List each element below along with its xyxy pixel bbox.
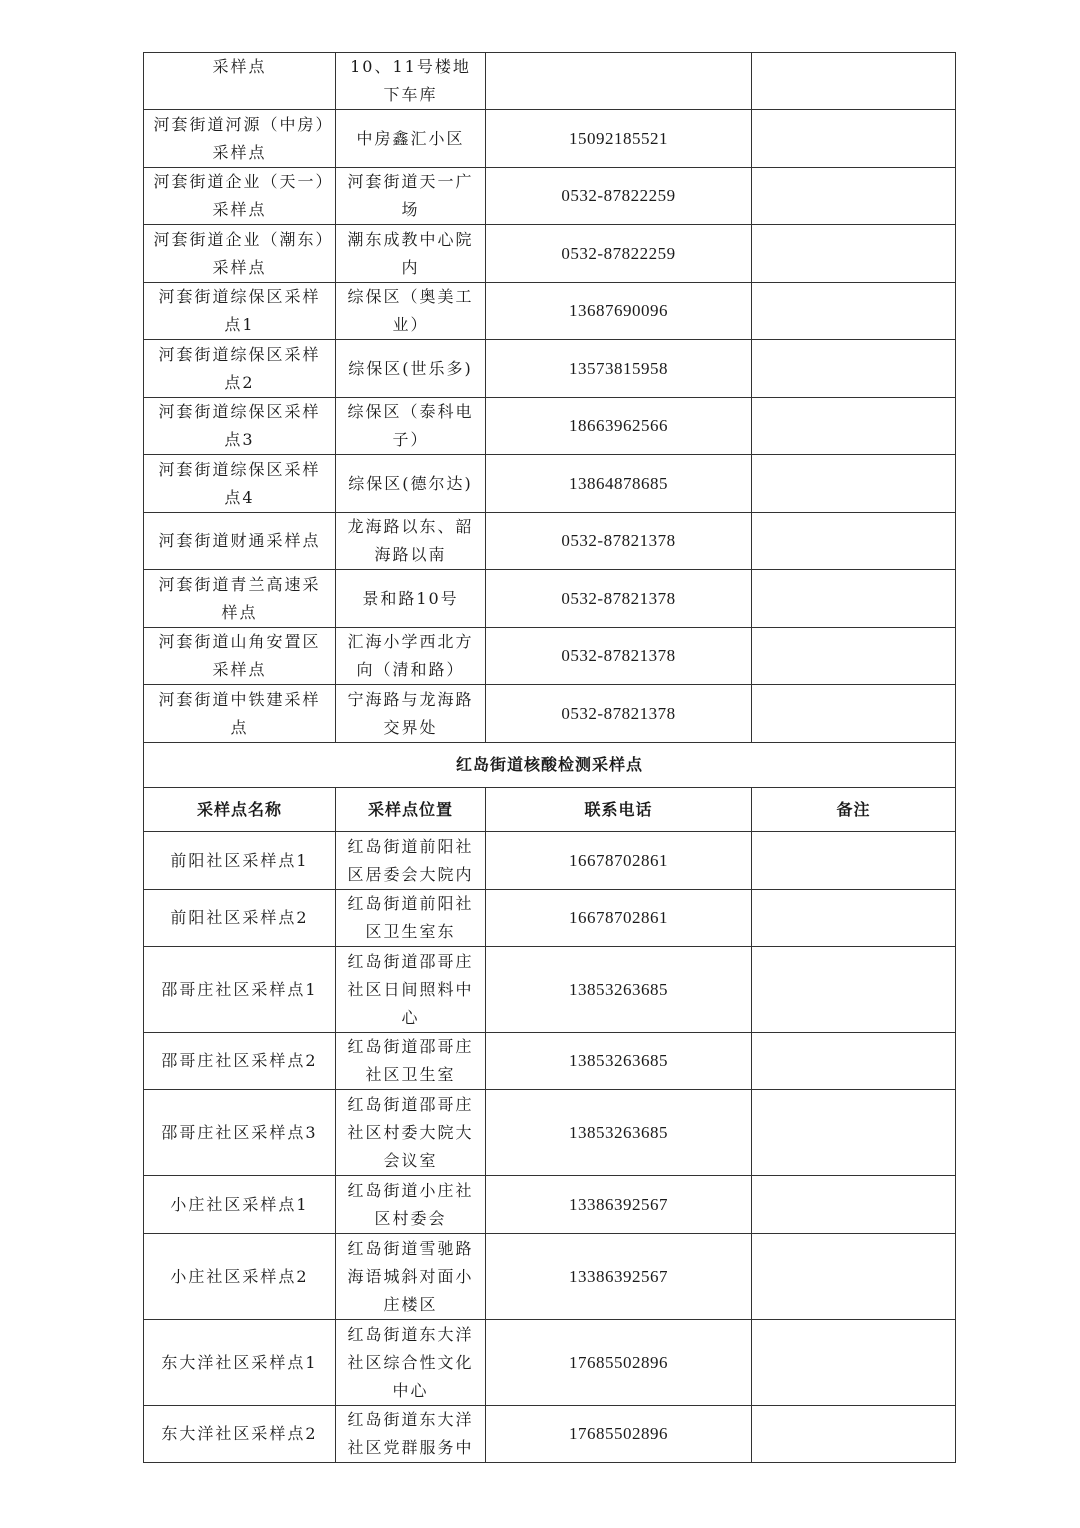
sampling-point-name: 小庄社区采样点1 xyxy=(144,1176,336,1234)
sampling-point-name: 河套街道综保区采样点4 xyxy=(144,455,336,513)
sampling-point-location: 综保区（奥美工业） xyxy=(336,283,486,340)
sampling-point-location: 10、11号楼地下车库 xyxy=(336,53,486,110)
sampling-point-location: 河套街道天一广场 xyxy=(336,168,486,225)
table-row xyxy=(144,1320,956,1406)
sampling-point-name: 河套街道综保区采样点2 xyxy=(144,340,336,398)
table-row xyxy=(144,398,956,455)
contact-phone: 13853263685 xyxy=(486,1033,752,1090)
remarks xyxy=(752,455,956,513)
sampling-point-name: 河套街道综保区采样点3 xyxy=(144,398,336,455)
sampling-point-location: 龙海路以东、韶海路以南 xyxy=(336,513,486,570)
remarks xyxy=(752,628,956,685)
remarks xyxy=(752,947,956,1033)
contact-phone: 0532-87822259 xyxy=(486,225,752,283)
table-row xyxy=(144,685,956,743)
table-row xyxy=(144,1033,956,1090)
remarks xyxy=(752,225,956,283)
sampling-point-location: 红岛街道东大洋社区综合性文化中心 xyxy=(336,1320,486,1406)
sampling-point-name: 前阳社区采样点1 xyxy=(144,832,336,890)
remarks xyxy=(752,1033,956,1090)
sampling-point-location: 红岛街道邵哥庄社区村委大院大会议室 xyxy=(336,1090,486,1176)
column-header-note: 备注 xyxy=(752,788,956,832)
sampling-point-location: 红岛街道邵哥庄社区卫生室 xyxy=(336,1033,486,1090)
remarks xyxy=(752,283,956,340)
sampling-point-location: 红岛街道前阳社区卫生室东 xyxy=(336,890,486,947)
contact-phone xyxy=(486,53,752,110)
remarks xyxy=(752,110,956,168)
sampling-point-location: 宁海路与龙海路交界处 xyxy=(336,685,486,743)
table-row xyxy=(144,53,956,110)
table-row xyxy=(144,168,956,225)
sampling-point-location: 综保区（泰科电子） xyxy=(336,398,486,455)
remarks xyxy=(752,168,956,225)
contact-phone: 13864878685 xyxy=(486,455,752,513)
remarks xyxy=(752,685,956,743)
sampling-point-name: 东大洋社区采样点1 xyxy=(144,1320,336,1406)
sampling-point-location: 中房鑫汇小区 xyxy=(336,110,486,168)
column-header-location: 采样点位置 xyxy=(336,788,486,832)
header-row xyxy=(144,788,956,832)
table-row xyxy=(144,1176,956,1234)
remarks xyxy=(752,398,956,455)
column-header-phone: 联系电话 xyxy=(486,788,752,832)
section-title: 红岛街道核酸检测采样点 xyxy=(144,743,956,788)
table-row xyxy=(144,513,956,570)
remarks xyxy=(752,832,956,890)
contact-phone: 17685502896 xyxy=(486,1406,752,1463)
table-row xyxy=(144,628,956,685)
sampling-point-name: 河套街道青兰高速采样点 xyxy=(144,570,336,628)
sampling-point-name: 河套街道综保区采样点1 xyxy=(144,283,336,340)
contact-phone: 18663962566 xyxy=(486,398,752,455)
contact-phone: 13853263685 xyxy=(486,947,752,1033)
sampling-point-name: 东大洋社区采样点2 xyxy=(144,1406,336,1463)
contact-phone: 13853263685 xyxy=(486,1090,752,1176)
sampling-point-name: 河套街道河源（中房）采样点 xyxy=(144,110,336,168)
sampling-points-table xyxy=(143,52,956,1463)
contact-phone: 13386392567 xyxy=(486,1234,752,1320)
sampling-point-name: 采样点 xyxy=(144,53,336,110)
remarks xyxy=(752,1234,956,1320)
sampling-point-name: 邵哥庄社区采样点1 xyxy=(144,947,336,1033)
contact-phone: 13573815958 xyxy=(486,340,752,398)
sampling-point-location: 红岛街道前阳社区居委会大院内 xyxy=(336,832,486,890)
remarks xyxy=(752,1176,956,1234)
contact-phone: 13386392567 xyxy=(486,1176,752,1234)
contact-phone: 16678702861 xyxy=(486,832,752,890)
section-title-row xyxy=(144,743,956,788)
sampling-point-name: 河套街道财通采样点 xyxy=(144,513,336,570)
remarks xyxy=(752,1406,956,1463)
sampling-point-location: 红岛街道东大洋社区党群服务中 xyxy=(336,1406,486,1463)
contact-phone: 15092185521 xyxy=(486,110,752,168)
contact-phone: 0532-87821378 xyxy=(486,513,752,570)
table-row xyxy=(144,110,956,168)
contact-phone: 0532-87821378 xyxy=(486,685,752,743)
remarks xyxy=(752,890,956,947)
table-row xyxy=(144,283,956,340)
contact-phone: 17685502896 xyxy=(486,1320,752,1406)
sampling-point-location: 红岛街道邵哥庄社区日间照料中心 xyxy=(336,947,486,1033)
contact-phone: 16678702861 xyxy=(486,890,752,947)
remarks xyxy=(752,53,956,110)
sampling-point-name: 小庄社区采样点2 xyxy=(144,1234,336,1320)
sampling-point-name: 邵哥庄社区采样点2 xyxy=(144,1033,336,1090)
table-row xyxy=(144,832,956,890)
sampling-point-location: 汇海小学西北方向（清和路） xyxy=(336,628,486,685)
sampling-point-location: 综保区(德尔达) xyxy=(336,455,486,513)
sampling-point-location: 潮东成教中心院内 xyxy=(336,225,486,283)
table-row xyxy=(144,1406,956,1463)
sampling-point-name: 前阳社区采样点2 xyxy=(144,890,336,947)
contact-phone: 13687690096 xyxy=(486,283,752,340)
sampling-point-name: 河套街道山角安置区采样点 xyxy=(144,628,336,685)
table-row xyxy=(144,1234,956,1320)
sampling-point-location: 景和路10号 xyxy=(336,570,486,628)
contact-phone: 0532-87821378 xyxy=(486,628,752,685)
sampling-point-name: 河套街道中铁建采样点 xyxy=(144,685,336,743)
remarks xyxy=(752,340,956,398)
table-row xyxy=(144,455,956,513)
sampling-point-name: 河套街道企业（潮东）采样点 xyxy=(144,225,336,283)
table-row xyxy=(144,225,956,283)
table-row xyxy=(144,947,956,1033)
column-header-name: 采样点名称 xyxy=(144,788,336,832)
sampling-point-name: 邵哥庄社区采样点3 xyxy=(144,1090,336,1176)
remarks xyxy=(752,570,956,628)
remarks xyxy=(752,1320,956,1406)
contact-phone: 0532-87822259 xyxy=(486,168,752,225)
sampling-point-location: 红岛街道雪驰路海语城斜对面小庄楼区 xyxy=(336,1234,486,1320)
sampling-point-name: 河套街道企业（天一）采样点 xyxy=(144,168,336,225)
table-row xyxy=(144,340,956,398)
sampling-point-location: 红岛街道小庄社区村委会 xyxy=(336,1176,486,1234)
sampling-point-location: 综保区(世乐多) xyxy=(336,340,486,398)
table-row xyxy=(144,890,956,947)
table-row xyxy=(144,1090,956,1176)
table-row xyxy=(144,570,956,628)
contact-phone: 0532-87821378 xyxy=(486,570,752,628)
remarks xyxy=(752,513,956,570)
remarks xyxy=(752,1090,956,1176)
